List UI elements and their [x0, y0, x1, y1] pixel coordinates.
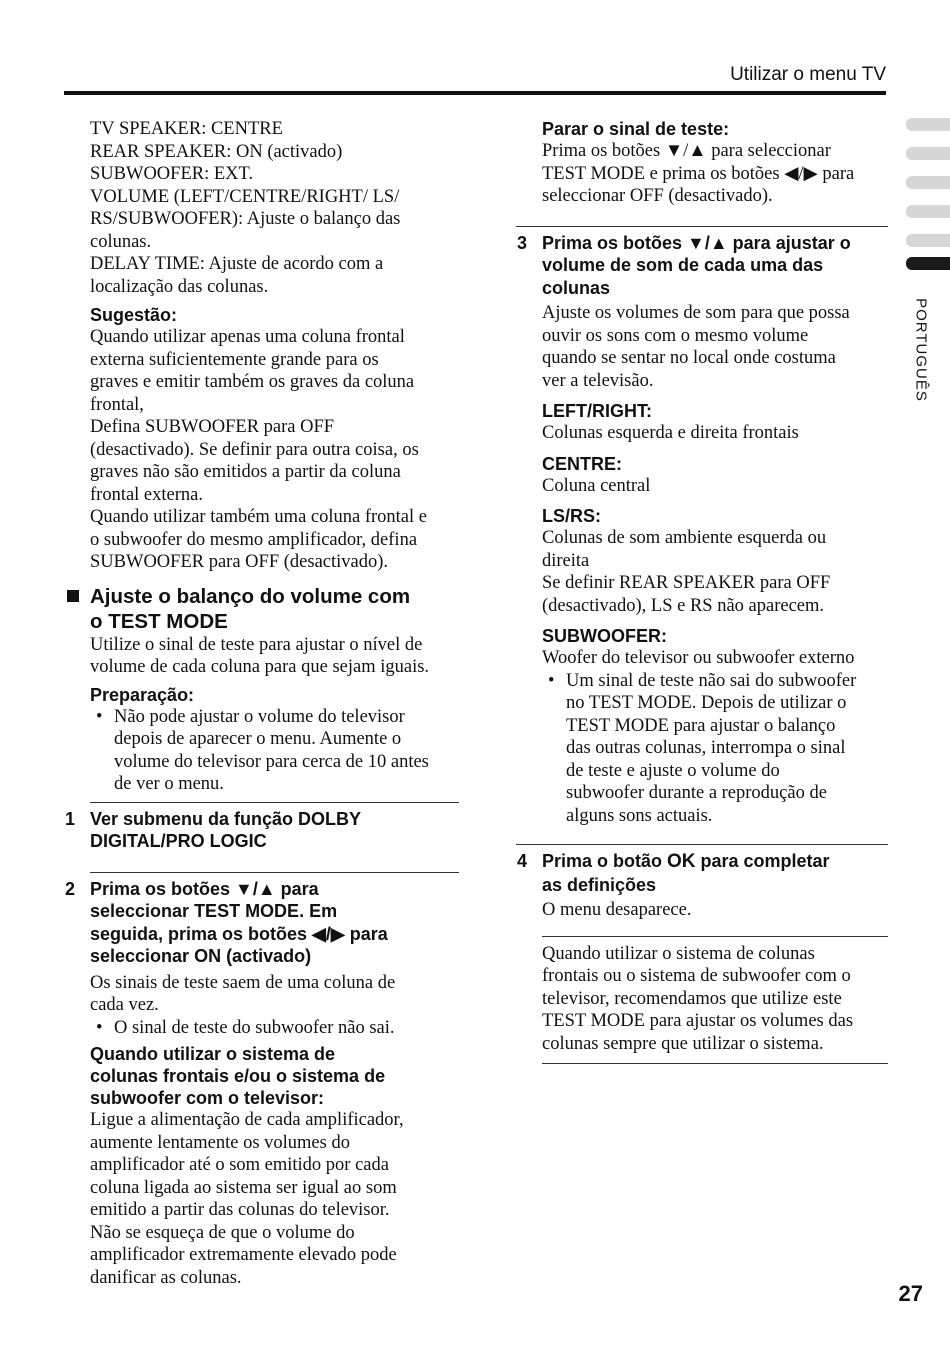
- text-line: Não pode ajustar o volume do televisor: [114, 706, 405, 727]
- text-line: SUBWOOFER para OFF (desactivado).: [90, 552, 389, 572]
- text-line: graves e emitir também os graves da coluna: [90, 372, 415, 392]
- text-line: Colunas de som ambiente esquerda ou: [542, 528, 827, 548]
- text-line: o subwoofer do mesmo amplificador, defina: [90, 529, 418, 550]
- bullet-dot-icon: •: [96, 706, 103, 727]
- divider: [542, 936, 888, 937]
- text-line: de teste e ajuste o volume do: [566, 760, 780, 781]
- step-title-text: para completar: [695, 851, 830, 871]
- step-title-line: Prima os botões ▼/▲ para ajustar o: [542, 232, 851, 253]
- tab-marker: [906, 147, 950, 160]
- text-line: Quando utilizar também uma coluna frontal e: [90, 507, 427, 527]
- right-column: [516, 118, 888, 1064]
- text-line: das outras colunas, interrompa o sinal: [566, 738, 846, 758]
- text-line: volume de cada coluna para que sejam iguais.: [90, 657, 430, 677]
- text-line: ouvir os sons com o mesmo volume: [542, 325, 809, 346]
- section-title-line: o TEST MODE: [90, 609, 228, 633]
- text-line: TV SPEAKER: CENTRE: [90, 119, 283, 139]
- text-line: frontal externa.: [90, 484, 203, 505]
- section-heading: [64, 584, 459, 634]
- text-line: quando se sentar no local onde costuma: [542, 348, 836, 368]
- tab-marker: [906, 234, 950, 247]
- section-intro: [64, 634, 459, 679]
- text-line: RS/SUBWOOFER): Ajuste o balanço das: [90, 209, 401, 229]
- header-rule: [64, 91, 886, 95]
- text-line: de ver o menu.: [114, 774, 224, 794]
- text-line: DELAY TIME: Ajuste de acordo com a: [90, 254, 384, 274]
- step-title-line: colunas: [542, 277, 611, 298]
- text-line: ver a televisão.: [542, 370, 654, 391]
- step-title-text: Prima o botão: [542, 851, 668, 871]
- text-line: TEST MODE para ajustar o balanço: [566, 715, 836, 736]
- text-line: alguns sons actuais.: [566, 805, 713, 826]
- text-line: direita: [542, 550, 590, 571]
- text-line: localização das colunas.: [90, 276, 269, 297]
- step-body: [542, 302, 888, 392]
- text-line: Quando utilizar o sistema de colunas: [542, 943, 815, 964]
- text-line: danificar as colunas.: [90, 1267, 242, 1288]
- text-line: Ligue a alimentação de cada amplificador,: [90, 1110, 404, 1130]
- text-line: no TEST MODE. Depois de utilizar o: [566, 693, 847, 713]
- channel-left-right: [542, 400, 888, 445]
- text-line: Não se esqueça de que o volume do: [90, 1222, 355, 1243]
- bullet-dot-icon: •: [96, 1017, 103, 1038]
- step-number: 1: [65, 808, 76, 829]
- preparation-title: Preparação:: [90, 684, 195, 705]
- note-block: [516, 943, 888, 1056]
- text-line: Prima os botões ▼/▲ para seleccionar: [542, 141, 831, 161]
- step-number: 4: [517, 851, 528, 871]
- text-line: depois de aparecer o menu. Aumente o: [114, 729, 402, 749]
- tab-marker-active: [906, 257, 950, 270]
- text-line: frontais ou o sistema de subwoofer com o: [542, 966, 851, 986]
- text-line: colunas.: [90, 231, 152, 252]
- channel-title: SUBWOOFER:: [542, 626, 667, 646]
- step-title-line: seleccionar ON (activado): [90, 946, 312, 966]
- section-tabs: [906, 0, 950, 280]
- channel-title: LEFT/RIGHT:: [542, 401, 652, 421]
- text-line: Um sinal de teste não sai do subwoofer: [566, 670, 857, 691]
- text-line: amplificador até o som emitido por cada: [90, 1155, 389, 1175]
- text-line: aumente lentamente os volumes do: [90, 1132, 350, 1153]
- divider: [516, 226, 888, 227]
- square-bullet-icon: [67, 590, 79, 602]
- section-title: [64, 584, 459, 634]
- text-line: (desactivado), LS e RS não aparecem.: [542, 595, 825, 616]
- divider: [542, 1063, 888, 1064]
- text-line: emitido a partir das colunas do televisor.: [90, 1200, 390, 1220]
- tab-marker: [906, 176, 950, 189]
- text-line: (desactivado). Se definir para outra coisa, os: [90, 439, 419, 460]
- channel-subwoofer: [542, 625, 888, 827]
- language-label-text: PORTUGUÊS: [912, 298, 930, 402]
- step-1: [64, 808, 459, 853]
- settings-list: [64, 118, 459, 298]
- text-line: TEST MODE e prima os botões ◀/▶ para: [542, 163, 855, 184]
- text-line: O sinal de teste do subwoofer não sai.: [114, 1017, 395, 1038]
- text-line: Woofer do televisor ou subwoofer externo: [542, 648, 855, 668]
- list-item: [90, 706, 459, 796]
- stop-signal-block: [516, 118, 888, 208]
- step-number: 3: [517, 232, 528, 253]
- ok-button-icon: OK: [667, 851, 696, 872]
- tab-marker: [906, 118, 950, 131]
- list-item: [542, 670, 888, 828]
- channel-title: LS/RS:: [542, 506, 602, 526]
- text-line: SUBWOOFER: EXT.: [90, 164, 254, 184]
- step-title-line: seleccionar TEST MODE. Em: [90, 901, 338, 921]
- step-title-line: Prima os botões ▼/▲ para: [90, 878, 319, 899]
- page-header-title: Utilizar o menu TV: [730, 64, 886, 85]
- text-line: frontal,: [90, 394, 144, 415]
- language-label: [906, 290, 936, 410]
- text-line: Defina SUBWOOFER para OFF: [90, 417, 335, 437]
- step-title-line: [542, 850, 888, 874]
- step-number: 2: [65, 878, 76, 899]
- text-line: Se definir REAR SPEAKER para OFF: [542, 573, 831, 593]
- step-title-line: seguida, prima os botões ◀/▶ para: [90, 923, 388, 944]
- preparation-block: [64, 684, 459, 796]
- text-line: Quando utilizar apenas uma coluna frontal: [90, 327, 405, 347]
- text-line: televisor, recomendamos que utilize este: [542, 988, 842, 1009]
- text-line: REAR SPEAKER: ON (activado): [90, 141, 343, 162]
- bullet-dot-icon: •: [548, 670, 555, 691]
- step-title-line: volume de som de cada uma das: [542, 255, 824, 275]
- text-line: cada vez.: [90, 995, 159, 1015]
- page-number: 27: [898, 1281, 923, 1306]
- tip-title: Sugestão:: [90, 305, 178, 325]
- text-line: volume do televisor para cerca de 10 antes: [114, 751, 429, 772]
- text-line: Utilize o sinal de teste para ajustar o nível de: [90, 634, 423, 655]
- text-line: amplificador extremamente elevado pode: [90, 1245, 397, 1265]
- left-column: [64, 118, 459, 1289]
- tip-block: [64, 304, 459, 574]
- channel-ls-rs: [542, 505, 888, 617]
- step-title-line: as definições: [542, 874, 657, 895]
- step-body: [90, 972, 459, 1017]
- text-line: colunas sempre que utilizar o sistema.: [542, 1033, 824, 1054]
- text-line: O menu desaparece.: [542, 900, 692, 920]
- section-title-line: Ajuste o balanço do volume com: [90, 584, 411, 608]
- text-line: graves não são emitidos a partir da coluna: [90, 462, 401, 482]
- text-line: TEST MODE para ajustar os volumes das: [542, 1011, 854, 1031]
- list-item: [90, 1017, 459, 1040]
- step-3: [516, 232, 888, 828]
- subsection-title-line: colunas frontais e/ou o sistema de: [90, 1066, 386, 1086]
- step-4: [516, 850, 888, 922]
- step-title-line: DIGITAL/PRO LOGIC: [90, 831, 267, 851]
- divider: [516, 844, 888, 845]
- step-2: [64, 878, 459, 1290]
- text-line: subwoofer durante a reprodução de: [566, 783, 827, 803]
- text-line: Coluna central: [542, 475, 651, 496]
- tab-marker: [906, 205, 950, 218]
- stop-signal-title: Parar o sinal de teste:: [542, 119, 730, 139]
- subsection: [90, 1043, 459, 1289]
- divider: [90, 802, 459, 803]
- subsection-title-line: subwoofer com o televisor:: [90, 1088, 325, 1108]
- text-line: Os sinais de teste saem de uma coluna de: [90, 972, 396, 993]
- divider: [90, 872, 459, 873]
- step-title-line: Ver submenu da função DOLBY: [90, 808, 362, 829]
- channel-title: CENTRE:: [542, 453, 622, 474]
- text-line: coluna ligada ao sistema ser igual ao som: [90, 1177, 397, 1198]
- text-line: seleccionar OFF (desactivado).: [542, 186, 773, 206]
- subsection-title-line: Quando utilizar o sistema de: [90, 1044, 336, 1064]
- text-line: VOLUME (LEFT/CENTRE/RIGHT/ LS/: [90, 186, 400, 207]
- channel-centre: [542, 453, 888, 498]
- text-line: Colunas esquerda e direita frontais: [542, 423, 799, 443]
- text-line: externa suficientemente grande para os: [90, 349, 379, 370]
- text-line: Ajuste os volumes de som para que possa: [542, 303, 850, 323]
